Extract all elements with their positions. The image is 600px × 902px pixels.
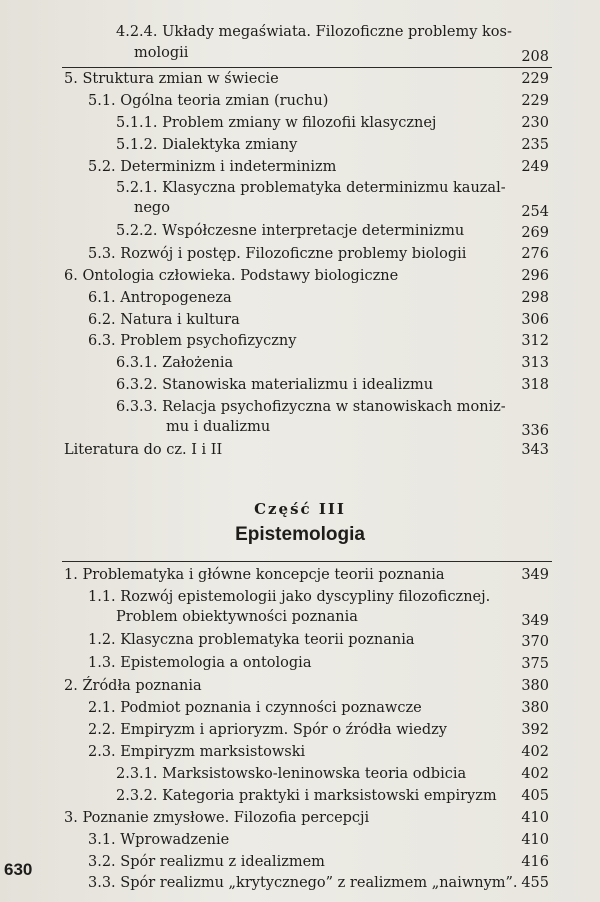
toc-entry: mologii (134, 45, 189, 61)
toc-entry: nego (134, 200, 170, 216)
toc-page-number: 410 (521, 832, 549, 848)
toc-entry: 2.3.2. Kategoria praktyki i marksistowski empiryzm (116, 788, 497, 804)
toc-entry: 5.1. Ogólna teoria zmian (ruchu) (88, 93, 329, 109)
toc-entry: 6.2. Natura i kultura (88, 312, 240, 328)
toc-entry: 6.3.3. Relacja psychofizyczna w stanowiskach moniz- (116, 399, 506, 415)
toc-entry: 2.3. Empiryzm marksistowski (88, 744, 306, 760)
toc-page-number: 392 (521, 722, 549, 738)
toc-entry: 1.2. Klasyczna problematyka teorii poznania (88, 632, 415, 648)
toc-page-number: 276 (521, 246, 549, 262)
toc-entry: mu i dualizmu (166, 419, 271, 435)
toc-entry: 6. Ontologia człowieka. Podstawy biologiczne (64, 268, 399, 284)
toc-page-number: 269 (521, 225, 549, 241)
toc-entry: 2.1. Podmiot poznania i czynności poznawcze (88, 700, 422, 716)
toc-entry: 3.2. Spór realizmu z idealizmem (88, 854, 325, 870)
toc-entry: 5.2. Determinizm i indeterminizm (88, 159, 337, 175)
toc-entry: 5.2.1. Klasyczna problematyka determinizmu kauzal- (116, 180, 506, 196)
toc-page-number: 370 (521, 634, 549, 650)
toc-page-number: 375 (521, 656, 549, 672)
toc-entry: 5.2.2. Współczesne interpretacje determinizmu (116, 223, 465, 239)
toc-entry: 5.3. Rozwój i postęp. Filozoficzne problemy biologii (88, 246, 467, 262)
toc-page-number: 235 (521, 137, 549, 153)
toc-page-number: 318 (521, 377, 549, 393)
toc-page-number: 416 (521, 854, 549, 870)
toc-page-number: 296 (521, 268, 549, 284)
toc-entry: 2.3.1. Marksistowsko-leninowska teoria odbicia (116, 766, 467, 782)
toc-entry: 5. Struktura zmian w świecie (64, 71, 279, 87)
toc-page-number: 229 (521, 71, 549, 87)
toc-page-number: 410 (521, 810, 549, 826)
toc-page-number: 298 (521, 290, 549, 306)
toc-page-number: 402 (521, 744, 549, 760)
page-folio: 630 (4, 860, 33, 879)
toc-page-number: 349 (521, 613, 549, 629)
toc-entry: 3.1. Wprowadzenie (88, 832, 230, 848)
toc-page-number: 343 (521, 442, 549, 458)
toc-page-number: 229 (521, 93, 549, 109)
toc-page-number: 254 (521, 204, 549, 220)
toc-entry: Literatura do cz. I i II (64, 442, 223, 458)
toc-page-number: 402 (521, 766, 549, 782)
toc-page-number: 313 (521, 355, 549, 371)
toc-entry: 5.1.2. Dialektyka zmiany (116, 137, 298, 153)
toc-entry: 3.3. Spór realizmu „krytycznego” z realizmem „naiwnym”. (88, 875, 518, 891)
toc-entry: 1. Problematyka i główne koncepcje teorii poznania (64, 567, 445, 583)
toc-page-number: 455 (521, 875, 549, 891)
toc-entry: Problem obiektywności poznania (116, 609, 358, 625)
toc-entry: 4.2.4. Układy megaświata. Filozoficzne problemy kos- (116, 24, 512, 40)
separator-rule (62, 561, 552, 562)
toc-entry: 6.1. Antropogeneza (88, 290, 232, 306)
toc-entry: 1.1. Rozwój epistemologii jako dyscypliny filozoficznej. (88, 589, 491, 605)
toc-page-number: 306 (521, 312, 549, 328)
toc-page-number: 230 (521, 115, 549, 131)
toc-entry: 2.2. Empiryzm i aprioryzm. Spór o źródła wiedzy (88, 722, 447, 738)
toc-entry: 5.1.1. Problem zmiany w filozofii klasycznej (116, 115, 437, 131)
toc-entry: 3. Poznanie zmysłowe. Filozofia percepcji (64, 810, 370, 826)
toc-page-number: 349 (521, 567, 549, 583)
toc-entry: 6.3.1. Założenia (116, 355, 234, 371)
toc-entry: 1.3. Epistemologia a ontologia (88, 655, 312, 671)
section-heading: Epistemologia (235, 524, 365, 545)
toc-page-number: 405 (521, 788, 549, 804)
separator-rule (62, 67, 552, 68)
toc-page-number: 380 (521, 678, 549, 694)
toc-entry: 6.3. Problem psychofizyczny (88, 333, 297, 349)
toc-page-number: 380 (521, 700, 549, 716)
toc-page-number: 336 (521, 423, 549, 439)
toc-page-number: 249 (521, 159, 549, 175)
toc-page-number: 208 (521, 49, 549, 65)
toc-page-number: 312 (521, 333, 549, 349)
toc-entry: 6.3.2. Stanowiska materializmu i idealizmu (116, 377, 434, 393)
toc-entry: 2. Źródła poznania (64, 678, 202, 694)
part-heading: Część III (254, 500, 346, 518)
